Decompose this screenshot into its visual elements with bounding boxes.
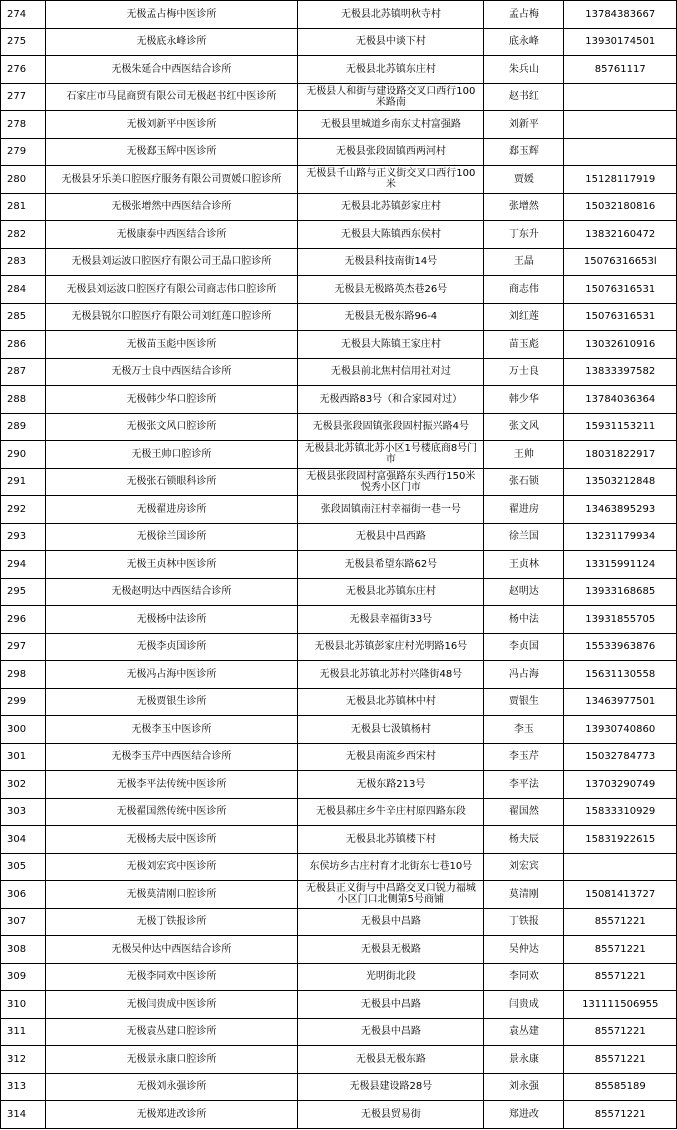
- table-row: [1, 83, 677, 111]
- address-cell: 无极西路83号（和合家园对过）: [298, 386, 484, 414]
- table-row: [1, 193, 677, 221]
- person-cell: 李玉芹: [484, 743, 564, 771]
- clinic-name-cell: 无极翟进房诊所: [45, 496, 298, 524]
- clinic-name-cell: 无极李玉中医诊所: [45, 716, 298, 744]
- phone-cell: 15076316531: [564, 276, 677, 304]
- person-cell: 杨夫辰: [484, 826, 564, 854]
- address-cell: 无极县正义街与中昌路交叉口锐力福城小区门口北侧第5号商铺: [298, 881, 484, 909]
- person-cell: 闫贵成: [484, 991, 564, 1019]
- address-cell: 无极县北苏镇北苏村兴隆街48号: [298, 661, 484, 689]
- address-cell: 无极县幸福街33号: [298, 606, 484, 634]
- row-number-cell: 276: [1, 56, 46, 84]
- phone-cell: 13930740860: [564, 716, 677, 744]
- phone-cell: 85571221: [564, 908, 677, 936]
- person-cell: 刘永强: [484, 1073, 564, 1101]
- phone-cell: 13463895293: [564, 496, 677, 524]
- person-cell: 李玉: [484, 716, 564, 744]
- clinic-name-cell: 无极苗玉彪中医诊所: [45, 331, 298, 359]
- table-row: [1, 468, 677, 496]
- address-cell: 无极县中昌西路: [298, 523, 484, 551]
- person-cell: 赵明达: [484, 578, 564, 606]
- address-cell: 光明街北段: [298, 963, 484, 991]
- clinic-name-cell: 无极李同欢中医诊所: [45, 963, 298, 991]
- table-row: [1, 441, 677, 469]
- clinic-name-cell: 无极郄玉辉中医诊所: [45, 138, 298, 166]
- clinic-name-cell: 无极赵明达中西医结合诊所: [45, 578, 298, 606]
- phone-cell: 15931153211: [564, 413, 677, 441]
- clinic-name-cell: 无极杨中法诊所: [45, 606, 298, 634]
- clinic-name-cell: 无极贾银生诊所: [45, 688, 298, 716]
- table-row: [1, 936, 677, 964]
- table-row: [1, 303, 677, 331]
- address-cell: 无极县北苏镇楼下村: [298, 826, 484, 854]
- table-row: [1, 1073, 677, 1101]
- address-cell: 无极县前北焦村信用社对过: [298, 358, 484, 386]
- address-cell: 无极县北苏镇林中村: [298, 688, 484, 716]
- address-cell: 无极县科技南街14号: [298, 248, 484, 276]
- clinic-name-cell: 无极县刘运波口腔医疗有限公司王晶口腔诊所: [45, 248, 298, 276]
- clinic-name-cell: 无极吴仲达中西医结合诊所: [45, 936, 298, 964]
- row-number-cell: 283: [1, 248, 46, 276]
- clinic-name-cell: 无极王帅口腔诊所: [45, 441, 298, 469]
- phone-cell: 13315991124: [564, 551, 677, 579]
- row-number-cell: 298: [1, 661, 46, 689]
- phone-cell: [564, 853, 677, 881]
- table-row: [1, 1018, 677, 1046]
- clinic-table-body: [1, 1, 677, 1129]
- phone-cell: 13463977501: [564, 688, 677, 716]
- row-number-cell: 307: [1, 908, 46, 936]
- table-row: [1, 853, 677, 881]
- clinic-name-cell: 无极王贞林中医诊所: [45, 551, 298, 579]
- address-cell: 无极县南流乡西宋村: [298, 743, 484, 771]
- phone-cell: [564, 138, 677, 166]
- person-cell: 王帅: [484, 441, 564, 469]
- table-row: [1, 578, 677, 606]
- phone-cell: 85585189: [564, 1073, 677, 1101]
- phone-cell: 85571221: [564, 1018, 677, 1046]
- row-number-cell: 311: [1, 1018, 46, 1046]
- address-cell: 无极县中昌路: [298, 991, 484, 1019]
- address-cell: 无极县北苏镇彭家庄村光明路16号: [298, 633, 484, 661]
- person-cell: 李平法: [484, 771, 564, 799]
- address-cell: 张段固镇南汪村幸福街一巷一号: [298, 496, 484, 524]
- person-cell: 刘宏宾: [484, 853, 564, 881]
- phone-cell: 18031822917: [564, 441, 677, 469]
- address-cell: 无极县人和街与建设路交叉口西行100米路南: [298, 83, 484, 111]
- clinic-name-cell: 无极县锐尔口腔医疗有限公司刘红莲口腔诊所: [45, 303, 298, 331]
- person-cell: 苗玉彪: [484, 331, 564, 359]
- row-number-cell: 308: [1, 936, 46, 964]
- row-number-cell: 296: [1, 606, 46, 634]
- phone-cell: 15128117919: [564, 166, 677, 194]
- row-number-cell: 288: [1, 386, 46, 414]
- phone-cell: 13032610916: [564, 331, 677, 359]
- address-cell: 无极县无极东路: [298, 1046, 484, 1074]
- row-number-cell: 289: [1, 413, 46, 441]
- row-number-cell: 284: [1, 276, 46, 304]
- table-row: [1, 331, 677, 359]
- phone-cell: 85571221: [564, 963, 677, 991]
- row-number-cell: 278: [1, 111, 46, 139]
- table-row: [1, 881, 677, 909]
- person-cell: 丁铁报: [484, 908, 564, 936]
- row-number-cell: 277: [1, 83, 46, 111]
- row-number-cell: 295: [1, 578, 46, 606]
- address-cell: 无极县大陈镇王家庄村: [298, 331, 484, 359]
- table-row: [1, 798, 677, 826]
- row-number-cell: 286: [1, 331, 46, 359]
- row-number-cell: 280: [1, 166, 46, 194]
- person-cell: 景永康: [484, 1046, 564, 1074]
- phone-cell: 15081413727: [564, 881, 677, 909]
- person-cell: 吴仲达: [484, 936, 564, 964]
- row-number-cell: 300: [1, 716, 46, 744]
- phone-cell: [564, 111, 677, 139]
- clinic-name-cell: 无极刘新平中医诊所: [45, 111, 298, 139]
- row-number-cell: 290: [1, 441, 46, 469]
- address-cell: 无极县贸易街: [298, 1101, 484, 1129]
- person-cell: 郑进改: [484, 1101, 564, 1129]
- table-row: [1, 496, 677, 524]
- table-row: [1, 358, 677, 386]
- table-row: [1, 111, 677, 139]
- row-number-cell: 292: [1, 496, 46, 524]
- clinic-name-cell: 无极莫清刚口腔诊所: [45, 881, 298, 909]
- address-cell: 无极县千山路与正义街交叉口西行100米: [298, 166, 484, 194]
- clinic-name-cell: 无极闫贵成中医诊所: [45, 991, 298, 1019]
- phone-cell: 13931855705: [564, 606, 677, 634]
- table-row: [1, 908, 677, 936]
- person-cell: 莫清刚: [484, 881, 564, 909]
- address-cell: 无极县张段固镇张段固村振兴路4号: [298, 413, 484, 441]
- phone-cell: 15032180816: [564, 193, 677, 221]
- clinic-name-cell: 无极李平法传统中医诊所: [45, 771, 298, 799]
- phone-cell: 13832160472: [564, 221, 677, 249]
- row-number-cell: 294: [1, 551, 46, 579]
- clinic-name-cell: 无极张增然中西医结合诊所: [45, 193, 298, 221]
- phone-cell: 13930174501: [564, 28, 677, 56]
- row-number-cell: 313: [1, 1073, 46, 1101]
- person-cell: 孟占梅: [484, 1, 564, 29]
- phone-cell: 13503212848: [564, 468, 677, 496]
- clinic-name-cell: 无极张文风口腔诊所: [45, 413, 298, 441]
- row-number-cell: 305: [1, 853, 46, 881]
- table-row: [1, 56, 677, 84]
- address-cell: 无极县无极东路96-4: [298, 303, 484, 331]
- person-cell: 万士良: [484, 358, 564, 386]
- address-cell: 无极县中昌路: [298, 1018, 484, 1046]
- phone-cell: 13784036364: [564, 386, 677, 414]
- person-cell: 翟进房: [484, 496, 564, 524]
- person-cell: 李贞国: [484, 633, 564, 661]
- phone-cell: 15533963876: [564, 633, 677, 661]
- person-cell: 王晶: [484, 248, 564, 276]
- clinic-name-cell: 无极徐兰国诊所: [45, 523, 298, 551]
- address-cell: 无极县希望东路62号: [298, 551, 484, 579]
- phone-cell: 85761117: [564, 56, 677, 84]
- table-row: [1, 688, 677, 716]
- address-cell: 无极县中昌路: [298, 908, 484, 936]
- row-number-cell: 287: [1, 358, 46, 386]
- row-number-cell: 281: [1, 193, 46, 221]
- row-number-cell: 275: [1, 28, 46, 56]
- table-row: [1, 386, 677, 414]
- person-cell: 贾媛: [484, 166, 564, 194]
- clinic-name-cell: 无极景永康口腔诊所: [45, 1046, 298, 1074]
- clinic-name-cell: 无极朱延合中西医结合诊所: [45, 56, 298, 84]
- person-cell: 贾银生: [484, 688, 564, 716]
- phone-cell: 15833310929: [564, 798, 677, 826]
- clinic-name-cell: 无极翟国然传统中医诊所: [45, 798, 298, 826]
- table-row: [1, 826, 677, 854]
- table-row: [1, 1, 677, 29]
- clinic-name-cell: 无极杨夫辰中医诊所: [45, 826, 298, 854]
- table-row: [1, 716, 677, 744]
- row-number-cell: 303: [1, 798, 46, 826]
- table-row: [1, 633, 677, 661]
- phone-cell: 13833397582: [564, 358, 677, 386]
- row-number-cell: 297: [1, 633, 46, 661]
- row-number-cell: 274: [1, 1, 46, 29]
- row-number-cell: 299: [1, 688, 46, 716]
- address-cell: 无极县无极路英杰巷26号: [298, 276, 484, 304]
- address-cell: 无极县七汲镇杨村: [298, 716, 484, 744]
- clinic-name-cell: 无极孟占梅中医诊所: [45, 1, 298, 29]
- clinic-name-cell: 无极县牙乐美口腔医疗服务有限公司贾媛口腔诊所: [45, 166, 298, 194]
- clinic-name-cell: 无极袁丛建口腔诊所: [45, 1018, 298, 1046]
- person-cell: 韩少华: [484, 386, 564, 414]
- address-cell: 无极县张段固镇西两河村: [298, 138, 484, 166]
- row-number-cell: 310: [1, 991, 46, 1019]
- person-cell: 商志伟: [484, 276, 564, 304]
- row-number-cell: 291: [1, 468, 46, 496]
- address-cell: 无极县大陈镇西东侯村: [298, 221, 484, 249]
- person-cell: 郄玉辉: [484, 138, 564, 166]
- table-row: [1, 28, 677, 56]
- address-cell: 无极县里城道乡南东丈村富强路: [298, 111, 484, 139]
- address-cell: 无极县北苏镇彭家庄村: [298, 193, 484, 221]
- clinic-name-cell: 无极刘永强诊所: [45, 1073, 298, 1101]
- person-cell: 赵书红: [484, 83, 564, 111]
- row-number-cell: 309: [1, 963, 46, 991]
- clinic-name-cell: 无极丁铁报诊所: [45, 908, 298, 936]
- table-row: [1, 743, 677, 771]
- row-number-cell: 279: [1, 138, 46, 166]
- address-cell: 无极县北苏镇北苏小区1号楼底商8号门市: [298, 441, 484, 469]
- address-cell: 无极县建设路28号: [298, 1073, 484, 1101]
- address-cell: 无极县中谈下村: [298, 28, 484, 56]
- table-row: [1, 551, 677, 579]
- table-row: [1, 771, 677, 799]
- table-row: [1, 1101, 677, 1129]
- table-row: [1, 606, 677, 634]
- person-cell: 刘红莲: [484, 303, 564, 331]
- table-row: [1, 963, 677, 991]
- person-cell: 丁东升: [484, 221, 564, 249]
- person-cell: 李同欢: [484, 963, 564, 991]
- person-cell: 徐兰国: [484, 523, 564, 551]
- person-cell: 杨中法: [484, 606, 564, 634]
- row-number-cell: 314: [1, 1101, 46, 1129]
- person-cell: 翟国然: [484, 798, 564, 826]
- address-cell: 无极县无极路: [298, 936, 484, 964]
- phone-cell: 15032784773: [564, 743, 677, 771]
- phone-cell: [564, 83, 677, 111]
- table-row: [1, 991, 677, 1019]
- row-number-cell: 285: [1, 303, 46, 331]
- clinic-name-cell: 无极康泰中西医结合诊所: [45, 221, 298, 249]
- table-row: [1, 413, 677, 441]
- phone-cell: 15076316653l: [564, 248, 677, 276]
- address-cell: 无极县北苏镇东庄村: [298, 578, 484, 606]
- phone-cell: 13784383667: [564, 1, 677, 29]
- address-cell: 东侯坊乡古庄村育才北街东七巷10号: [298, 853, 484, 881]
- clinic-name-cell: 无极底永峰诊所: [45, 28, 298, 56]
- person-cell: 王贞林: [484, 551, 564, 579]
- phone-cell: 13933168685: [564, 578, 677, 606]
- phone-cell: 131111506955: [564, 991, 677, 1019]
- table-row: [1, 166, 677, 194]
- person-cell: 朱兵山: [484, 56, 564, 84]
- clinic-name-cell: 石家庄市马昆商贸有限公司无极赵书红中医诊所: [45, 83, 298, 111]
- row-number-cell: 302: [1, 771, 46, 799]
- phone-cell: 85571221: [564, 1046, 677, 1074]
- table-row: [1, 248, 677, 276]
- phone-cell: 15076316531: [564, 303, 677, 331]
- clinic-name-cell: 无极万士良中西医结合诊所: [45, 358, 298, 386]
- clinic-name-cell: 无极郑进改诊所: [45, 1101, 298, 1129]
- table-row: [1, 138, 677, 166]
- row-number-cell: 293: [1, 523, 46, 551]
- clinic-name-cell: 无极冯占海中医诊所: [45, 661, 298, 689]
- person-cell: 刘新平: [484, 111, 564, 139]
- phone-cell: 15831922615: [564, 826, 677, 854]
- address-cell: 无极县北苏镇明秋寺村: [298, 1, 484, 29]
- clinic-name-cell: 无极李贞国诊所: [45, 633, 298, 661]
- clinic-name-cell: 无极县刘运波口腔医疗有限公司商志伟口腔诊所: [45, 276, 298, 304]
- row-number-cell: 306: [1, 881, 46, 909]
- clinic-name-cell: 无极李玉芹中西医结合诊所: [45, 743, 298, 771]
- table-row: [1, 661, 677, 689]
- row-number-cell: 301: [1, 743, 46, 771]
- phone-cell: 85571221: [564, 1101, 677, 1129]
- address-cell: 无极东路213号: [298, 771, 484, 799]
- row-number-cell: 282: [1, 221, 46, 249]
- phone-cell: 13231179934: [564, 523, 677, 551]
- phone-cell: 15631130558: [564, 661, 677, 689]
- table-row: [1, 1046, 677, 1074]
- person-cell: 张石锁: [484, 468, 564, 496]
- clinic-name-cell: 无极刘宏宾中医诊所: [45, 853, 298, 881]
- table-row: [1, 523, 677, 551]
- address-cell: 无极县郝庄乡牛辛庄村原四路东段: [298, 798, 484, 826]
- address-cell: 无极县张段固村富强路东头西行150米悦秀小区门市: [298, 468, 484, 496]
- person-cell: 底永峰: [484, 28, 564, 56]
- row-number-cell: 304: [1, 826, 46, 854]
- clinic-name-cell: 无极韩少华口腔诊所: [45, 386, 298, 414]
- person-cell: 冯占海: [484, 661, 564, 689]
- phone-cell: 85571221: [564, 936, 677, 964]
- table-row: [1, 276, 677, 304]
- person-cell: 张增然: [484, 193, 564, 221]
- table-row: [1, 221, 677, 249]
- row-number-cell: 312: [1, 1046, 46, 1074]
- phone-cell: 13703290749: [564, 771, 677, 799]
- address-cell: 无极县北苏镇东庄村: [298, 56, 484, 84]
- clinic-name-cell: 无极张石锁眼科诊所: [45, 468, 298, 496]
- person-cell: 张文风: [484, 413, 564, 441]
- person-cell: 袁丛建: [484, 1018, 564, 1046]
